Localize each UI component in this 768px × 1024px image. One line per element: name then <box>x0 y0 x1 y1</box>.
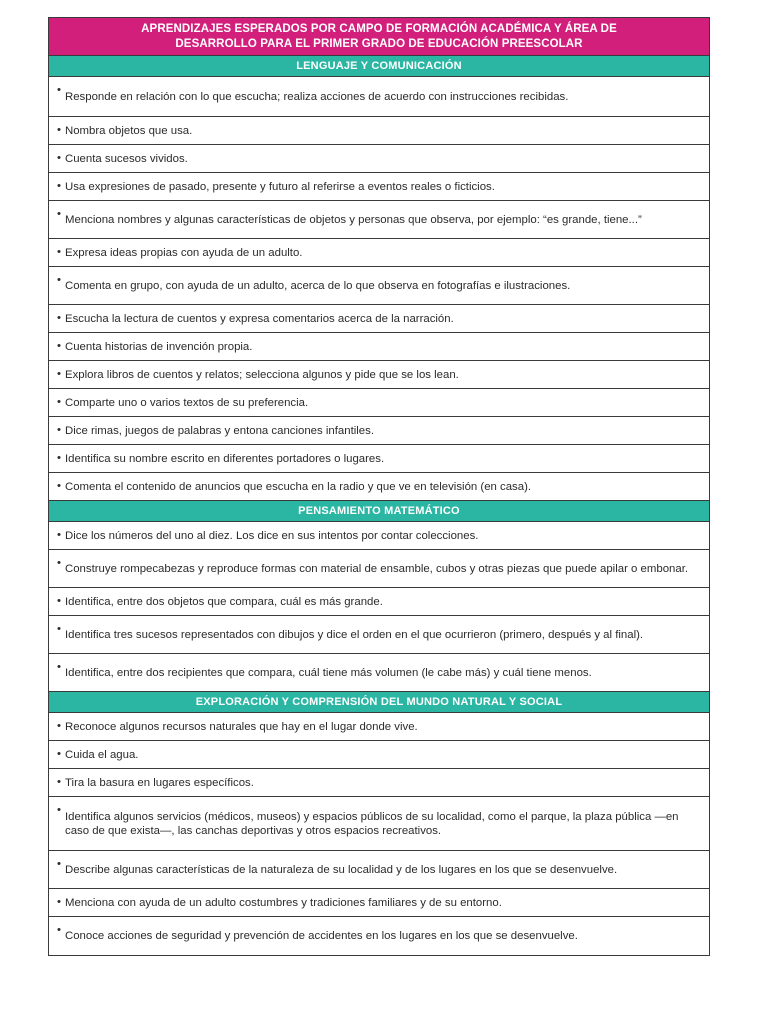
row-text: Explora libros de cuentos y relatos; selecciona algunos y pide que se los lean. <box>65 368 459 381</box>
bullet-mark: • <box>57 896 61 908</box>
row-text: Usa expresiones de pasado, presente y futuro al referirse a eventos reales o ficticios. <box>65 180 495 193</box>
table-row <box>49 305 709 333</box>
bullet-mark: • <box>57 340 61 352</box>
row-text: Cuenta sucesos vividos. <box>65 152 188 165</box>
table-row <box>49 769 709 797</box>
row-text: Responde en relación con lo que escucha; realiza acciones de acuerdo con instrucciones recibidas. <box>65 90 569 103</box>
row-text: Expresa ideas propias con ayuda de un adulto. <box>65 246 303 259</box>
table-row <box>49 201 709 239</box>
table-row <box>49 588 709 616</box>
table-row <box>49 145 709 173</box>
table-row <box>49 267 709 305</box>
row-text: Identifica su nombre escrito en diferentes portadores o lugares. <box>65 452 385 465</box>
table-row <box>49 473 709 501</box>
table-row <box>49 445 709 473</box>
bullet-mark: • <box>57 84 61 96</box>
row-text: Reconoce algunos recursos naturales que hay en el lugar donde vive. <box>65 720 418 733</box>
bullet-mark: • <box>57 748 61 760</box>
bullet-mark: • <box>57 720 61 732</box>
row-text: Dice rimas, juegos de palabras y entona canciones infantiles. <box>65 424 374 437</box>
bullet-mark: • <box>57 424 61 436</box>
table-row <box>49 361 709 389</box>
bullet-mark: • <box>57 776 61 788</box>
bullet-mark: • <box>57 312 61 324</box>
table-row <box>49 889 709 917</box>
row-text: Tira la basura en lugares específicos. <box>65 776 254 789</box>
section-header-exploracion: EXPLORACIÓN Y COMPRENSIÓN DEL MUNDO NATURAL Y SOCIAL <box>49 692 709 713</box>
table-row <box>49 77 709 117</box>
table-row <box>49 713 709 741</box>
section-header-pensamiento: PENSAMIENTO MATEMÁTICO <box>49 501 709 522</box>
row-text: Comenta el contenido de anuncios que escucha en la radio y que ve en televisión (en casa). <box>65 480 532 493</box>
bullet-mark: • <box>57 246 61 258</box>
row-text: Comenta en grupo, con ayuda de un adulto, acerca de lo que observa en fotografías e ilustraciones. <box>65 279 571 292</box>
bullet-mark: • <box>57 124 61 136</box>
row-text: Identifica, entre dos recipientes que compara, cuál tiene más volumen (le cabe más) y cuál tiene menos. <box>65 666 592 679</box>
bullet-mark: • <box>57 274 61 286</box>
row-text: Identifica, entre dos objetos que compara, cuál es más grande. <box>65 595 383 608</box>
bullet-mark: • <box>57 529 61 541</box>
bullet-mark: • <box>57 180 61 192</box>
table-row <box>49 654 709 692</box>
table-row <box>49 239 709 267</box>
row-text: Escucha la lectura de cuentos y expresa comentarios acerca de la narración. <box>65 312 454 325</box>
bullet-mark: • <box>57 858 61 870</box>
row-text: Comparte uno o varios textos de su preferencia. <box>65 396 309 409</box>
learning-outcomes-table <box>48 17 710 956</box>
table-row <box>49 550 709 588</box>
table-row <box>49 917 709 955</box>
table-title-line1: APRENDIZAJES ESPERADOS POR CAMPO DE FORMACIÓN ACADÉMICA Y ÁREA DE <box>141 23 617 35</box>
row-text: Nombra objetos que usa. <box>65 124 193 137</box>
row-text: Conoce acciones de seguridad y prevención de accidentes en los lugares en los que se desenvuelve. <box>65 930 578 942</box>
bullet-mark: • <box>57 557 61 569</box>
bullet-mark: • <box>57 368 61 380</box>
table-row <box>49 797 709 851</box>
table-row <box>49 616 709 654</box>
table-row <box>49 417 709 445</box>
row-text: Construye rompecabezas y reproduce formas con material de ensamble, cubos y otras piezas que puede apilar o embonar. <box>65 562 689 575</box>
table-row <box>49 117 709 145</box>
bullet-mark: • <box>57 924 61 936</box>
row-text: Identifica algunos servicios (médicos, museos) y espacios públicos de su localidad, como el parque, la plaza pública —en caso de que exista—, las canchas deportivas y otros espacios recreativos. <box>65 810 679 837</box>
table-title <box>49 18 709 56</box>
row-text: Cuida el agua. <box>65 748 139 761</box>
bullet-mark: • <box>57 152 61 164</box>
bullet-mark: • <box>57 480 61 492</box>
row-text: Menciona con ayuda de un adulto costumbres y tradiciones familiares y de su entorno. <box>65 896 502 909</box>
bullet-mark: • <box>57 208 61 220</box>
bullet-mark: • <box>57 623 61 635</box>
bullet-mark: • <box>57 396 61 408</box>
bullet-mark: • <box>57 595 61 607</box>
table-row <box>49 522 709 550</box>
row-text: Describe algunas características de la naturaleza de su localidad y de los lugares en los que se desenvuelve. <box>65 863 618 876</box>
bullet-mark: • <box>57 452 61 464</box>
row-text: Dice los números del uno al diez. Los dice en sus intentos por contar colecciones. <box>65 529 479 542</box>
row-text: Menciona nombres y algunas características de objetos y personas que observa, por ejemplo: “es grande, tiene...” <box>65 213 642 226</box>
table-row <box>49 173 709 201</box>
bullet-mark: • <box>57 804 61 816</box>
section-header-lenguaje: LENGUAJE Y COMUNICACIÓN <box>49 56 709 77</box>
table-row <box>49 741 709 769</box>
bullet-mark: • <box>57 661 61 673</box>
table-row <box>49 389 709 417</box>
table-row <box>49 333 709 361</box>
row-text: Cuenta historias de invención propia. <box>65 340 253 353</box>
table-row <box>49 851 709 889</box>
table-title-line2: DESARROLLO PARA EL PRIMER GRADO DE EDUCACIÓN PREESCOLAR <box>175 38 583 50</box>
row-text: Identifica tres sucesos representados con dibujos y dice el orden en el que ocurrieron (primero, después y al final). <box>65 628 644 641</box>
